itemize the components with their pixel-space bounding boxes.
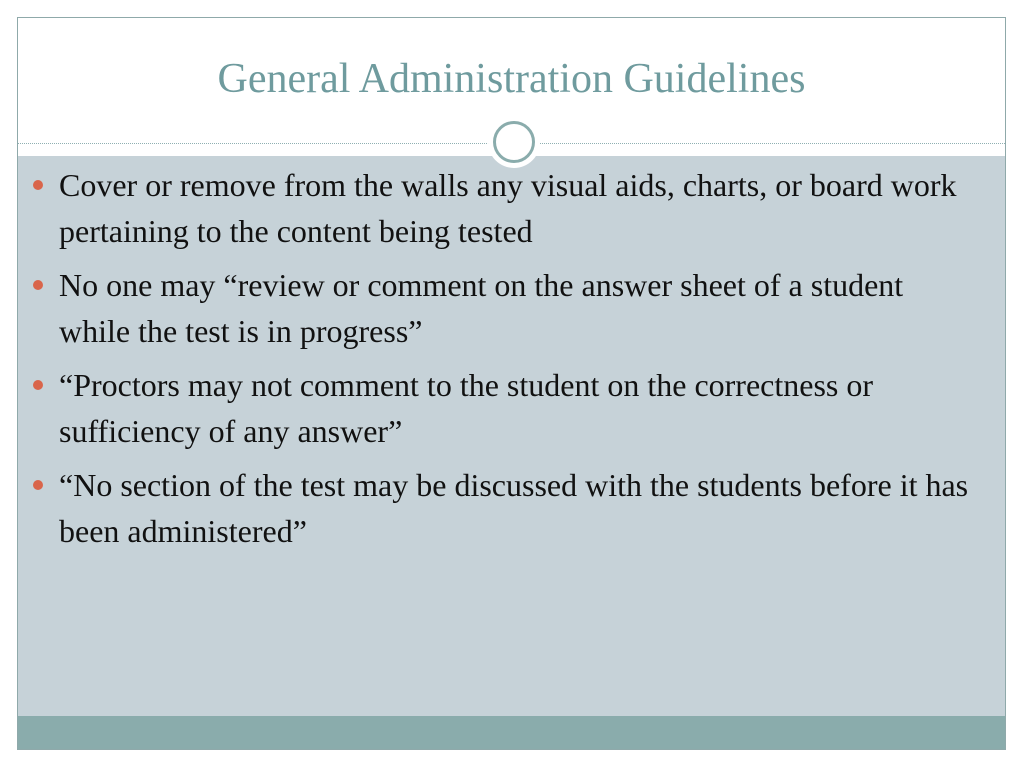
slide-title: General Administration Guidelines bbox=[217, 56, 806, 102]
bullet-text: “No section of the test may be discussed with the students before it has been administered” bbox=[59, 467, 969, 549]
bullet-text: “Proctors may not comment to the student on the correctness or sufficiency of any answer” bbox=[59, 367, 874, 449]
bullet-text: No one may “review or comment on the answer sheet of a student while the test is in progress” bbox=[59, 267, 904, 349]
bullet-dot-icon bbox=[33, 180, 43, 190]
footer-band bbox=[18, 716, 1005, 750]
bullet-text: Cover or remove from the walls any visual aids, charts, or board work pertaining to the content being tested bbox=[59, 167, 957, 249]
bullet-item bbox=[33, 162, 973, 254]
bullet-item bbox=[33, 362, 973, 454]
bullet-dot-icon bbox=[33, 380, 43, 390]
circle-ornament-icon bbox=[488, 116, 540, 168]
bullet-list bbox=[33, 162, 973, 562]
bullet-dot-icon bbox=[33, 480, 43, 490]
bullet-dot-icon bbox=[33, 280, 43, 290]
bullet-item bbox=[33, 262, 973, 354]
circle-ring bbox=[493, 121, 535, 163]
bullet-item bbox=[33, 462, 973, 554]
